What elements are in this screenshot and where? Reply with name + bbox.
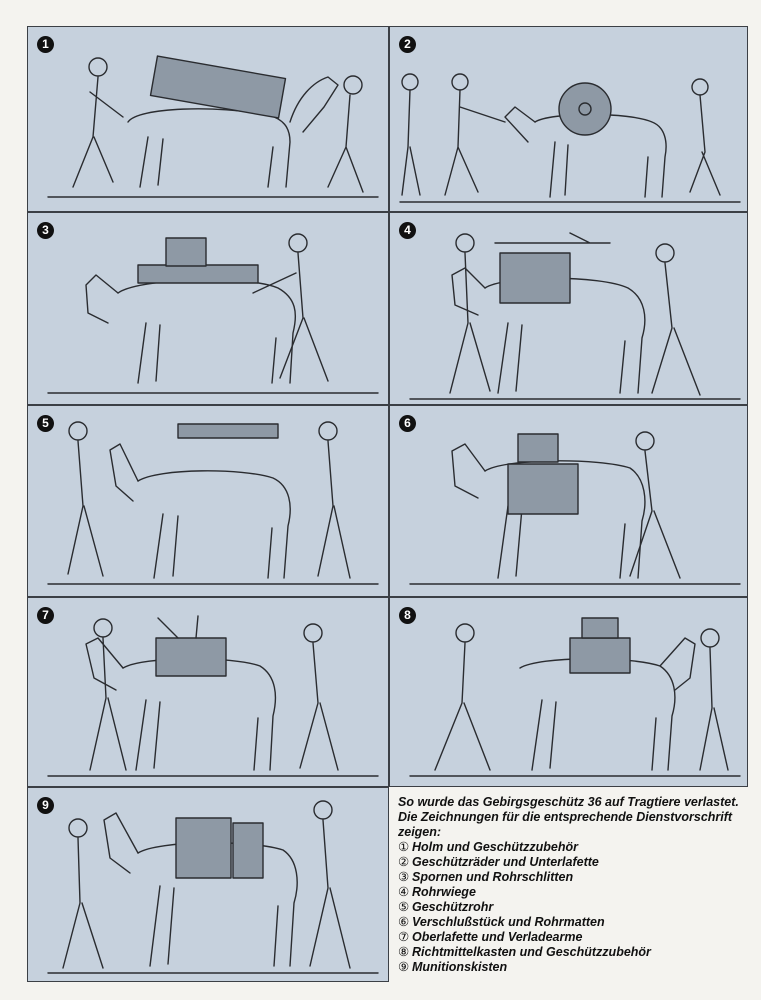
item-text: Oberlafette und Verladearme: [412, 930, 583, 944]
item-text: Rohrwiege: [412, 885, 476, 899]
item-marker: ⑥: [398, 915, 410, 929]
panel-number-badge: 6: [399, 415, 416, 432]
item-marker: ⑤: [398, 900, 410, 914]
item-marker: ③: [398, 870, 410, 884]
item-text: Geschützräder und Unterlafette: [412, 855, 599, 869]
mule-with-trails-drawing: [28, 213, 389, 405]
item-marker: ②: [398, 855, 410, 869]
mule-with-sight-box-drawing: [390, 598, 748, 787]
caption-item-list: [398, 840, 758, 975]
caption-item: [398, 840, 758, 855]
caption-item: [398, 870, 758, 885]
illustration-panel-3: [27, 212, 389, 405]
mule-with-breech-drawing: [390, 406, 748, 597]
illustration-panel-8: [389, 597, 748, 787]
caption-intro-line-2: Die Zeichnungen für die entsprechende Dienstvorschrift: [398, 810, 733, 824]
panel-number-badge: 8: [399, 607, 416, 624]
caption-item: [398, 960, 758, 975]
panel-number-badge: 7: [37, 607, 54, 624]
illustration-panel-6: [389, 405, 748, 597]
mule-with-holm-drawing: [28, 27, 389, 212]
panel-number-badge: 2: [399, 36, 416, 53]
panel-number-badge: 3: [37, 222, 54, 239]
caption-item: [398, 900, 758, 915]
mule-with-ammunition-boxes-drawing: [28, 788, 389, 982]
caption-item: [398, 930, 758, 945]
illustration-panel-9: [27, 787, 389, 982]
item-text: Richtmittelkasten und Geschützzubehör: [412, 945, 651, 959]
mule-with-cradle-drawing: [390, 213, 748, 405]
illustration-panel-4: [389, 212, 748, 405]
illustration-panel-5: [27, 405, 389, 597]
caption-item: [398, 915, 758, 930]
mule-with-upper-carriage-drawing: [28, 598, 389, 787]
mule-with-barrel-drawing: [28, 406, 389, 597]
mule-with-wheels-drawing: [390, 27, 748, 212]
item-text: Spornen und Rohrschlitten: [412, 870, 574, 884]
caption-item: [398, 945, 758, 960]
item-text: Geschützrohr: [412, 900, 494, 914]
panel-number-badge: 4: [399, 222, 416, 239]
item-marker: ⑧: [398, 945, 410, 959]
item-marker: ⑦: [398, 930, 410, 944]
panel-number-badge: 9: [37, 797, 54, 814]
item-text: Holm und Geschützzubehör: [412, 840, 578, 854]
item-text: Munitionskisten: [412, 960, 508, 974]
illustration-panel-1: [27, 26, 389, 212]
panel-number-badge: 5: [37, 415, 54, 432]
figure-caption: [398, 795, 758, 975]
item-marker: ①: [398, 840, 410, 854]
illustration-panel-2: [389, 26, 748, 212]
illustration-panel-7: [27, 597, 389, 787]
caption-intro-line-3: zeigen:: [398, 825, 442, 839]
caption-item: [398, 885, 758, 900]
panel-number-badge: 1: [37, 36, 54, 53]
item-marker: ⑨: [398, 960, 410, 974]
caption-item: [398, 855, 758, 870]
item-text: Verschlußstück und Rohrmatten: [412, 915, 605, 929]
caption-intro-line-1: So wurde das Gebirgsgeschütz 36 auf Tragtiere verlastet.: [398, 795, 739, 809]
item-marker: ④: [398, 885, 410, 899]
